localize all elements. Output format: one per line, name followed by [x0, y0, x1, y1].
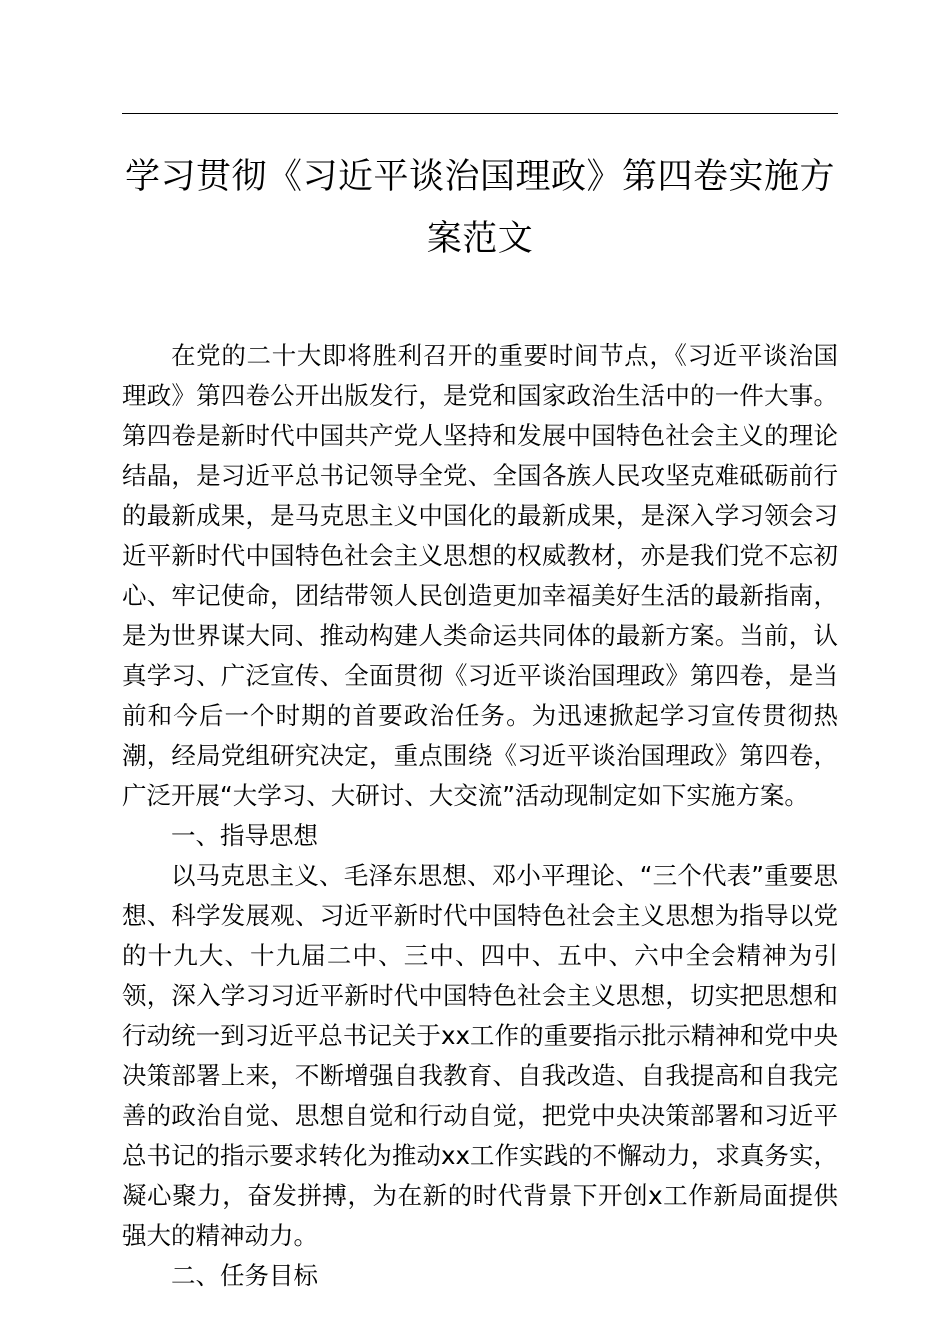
document-title [100, 146, 860, 270]
section-heading-guiding-ideology: 一、指导思想 [171, 821, 318, 850]
document-body [122, 336, 838, 1296]
title-line-1: 学习贯彻《习近平谈治国理政》第四卷实施方 [124, 157, 835, 197]
intro-paragraph: 在党的二十大即将胜利召开的重要时间节点，《习近平谈治国理政》第四卷公开出版发行，是党和国家政治生活中的一件大事。第四卷是新时代中国共产党人坚持和发展中国特色社会主义的理论结晶，是习近平总书记领导全党、全国各族人民攻坚克难砥砺前行的最新成果，是马克思主义中国化的最新成果，是深入学习领会习近平新时代中国特色社会主义思想的权威教材，亦是我们党不忘初心、牢记使命，团结带领人民创造更加幸福美好生活的最新指南，是为世界谋大同、推动构建人类命运共同体的最新方案。当前，认真学习、广泛宣传、全面贯彻《习近平谈治国理政》第四卷，是当前和今后一个时期的首要政治任务。为迅速掀起学习宣传贯彻热潮，经局党组研究决定，重点围绕《习近平谈治国理政》第四卷，广泛开展“大学习、大研讨、大交流”活动现制定如下实施方案。 [122, 341, 838, 810]
header-rule [122, 113, 838, 114]
section-heading-task-goals: 二、任务目标 [171, 1261, 318, 1290]
title-line-2: 案范文 [426, 219, 534, 259]
guiding-ideology-paragraph: 以马克思主义、毛泽东思想、邓小平理论、“三个代表”重要思想、科学发展观、习近平新时代中国特色社会主义思想为指导以党的十九大、十九届二中、三中、四中、五中、六中全会精神为引领，深入学习习近平新时代中国特色社会主义思想，切实把思想和行动统一到习近平总书记关于xx工作的重要指示批示精神和党中央决策部署上来，不断增强自我教育、自我改造、自我提高和自我完善的政治自觉、思想自觉和行动自觉，把党中央决策部署和习近平总书记的指示要求转化为推动xx工作实践的不懈动力，求真务实，凝心聚力，奋发拼搏，为在新的时代背景下开创x工作新局面提供强大的精神动力。 [122, 861, 838, 1250]
